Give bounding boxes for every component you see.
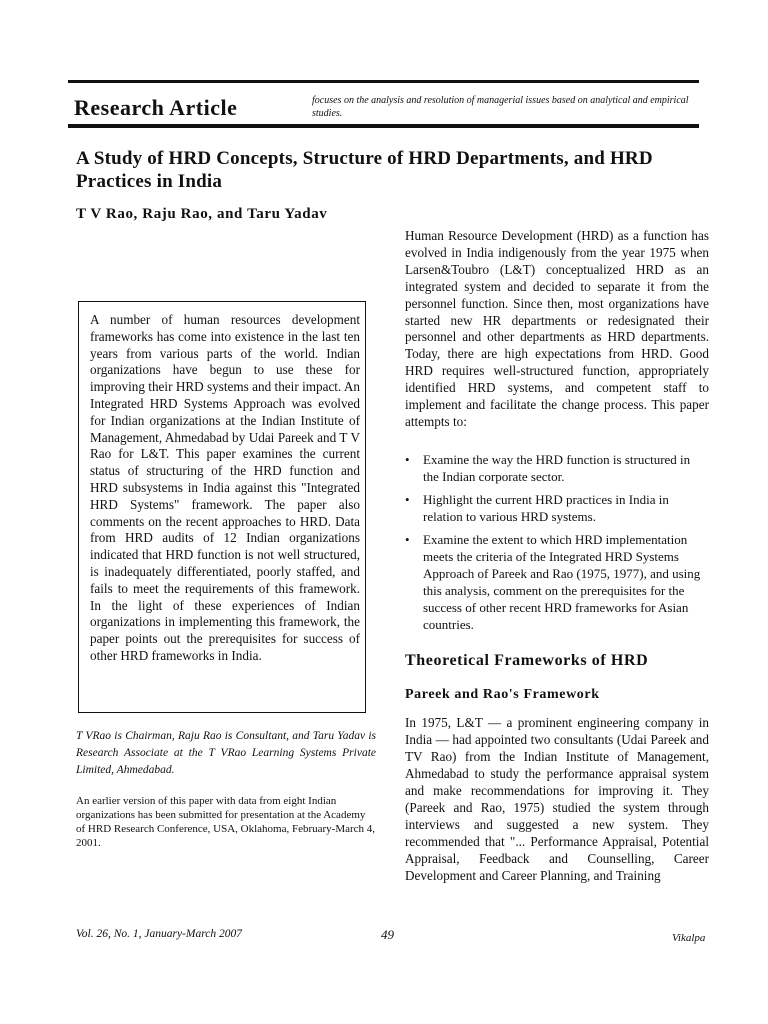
author-affiliation-note: T VRao is Chairman, Raju Rao is Consultant, and Taru Yadav is Research Associate at the T VRao Learning Systems Private Limited, Ahmedabad. (76, 730, 376, 776)
list-item (405, 451, 709, 485)
section-description: focuses on the analysis and resolution of managerial issues based on analytical and empirical studies. (312, 95, 689, 119)
abstract-text: A number of human resources development frameworks has come into existence in the last ten years from various parts of the world. Indian organizations have begun to use these for improving their HRD systems and their impact. An Integrated HRD Systems Approach was evolved for Indian organizations at the Indian Institute of Management, Ahmedabad by Udai Pareek and T V Rao for L&T. This paper examines the current status of structuring of the HRD function and HRD subsystems in India against this "Integrated HRD Systems" framework. The paper also comments on the recent approaches to HRD. Data from HRD audits of 12 Indian organizations indicated that HRD function is not well structured, is inadequately differentiated, poorly staffed, and fails to meet the requirements of this framework. In the light of these experiences of Indian organizations in implementing this framework, the paper points out the prerequisites for success of other HRD frameworks in India. (90, 312, 360, 663)
subsection-heading: Pareek and Rao's Framework (405, 687, 600, 702)
list-item-text: Examine the extent to which HRD implementation meets the criteria of the Integrated HRD Systems Approach of Pareek and Rao (1975, 1977), and using this analysis, comment on the prerequisites for the success of other recent HRD frameworks for Asian countries. (423, 532, 701, 632)
body-paragraph: In 1975, L&T — a prominent engineering company in India — had appointed two consultants (Udai Pareek and TV Rao) from the Indian Institute of Management, Ahmedabad to study the performance appraisal system and make recommendations for improving it. They (Pareek and Rao, 1975) studied the system through interviews and suggested a new system. They recommended that "... Performance Appraisal, Potential Appraisal, Feedback and Counselling, Career Development and Career Planning, and Training (405, 715, 709, 883)
earlier-version-note: An earlier version of this paper with data from eight Indian organizations has been submitted for presentation at the Academy of HRD Research Conference, USA, Oklahoma, February-March 4, 2001. (76, 795, 376, 849)
section-heading: Theoretical Frameworks of HRD (405, 652, 649, 669)
bullet-icon: • (405, 452, 410, 467)
intro-paragraph: Human Resource Development (HRD) as a function has evolved in India indigenously from the year 1975 when Larsen&Toubro (L&T) conceptualized HRD as an integrated system and decided to separate it from the personnel function. Since then, most organizations have started new HR departments or redesignated their personnel and other departments as HRD departments. Today, there are high expectations from HRD. Good HRD requires well-structured function, appropriately identified HRD systems, and competent staff to implement and facilitate the change process. This paper attempts to: (405, 228, 709, 429)
footer-volume: Vol. 26, No. 1, January-March 2007 (76, 928, 242, 940)
list-item-text: Highlight the current HRD practices in India in relation to various HRD systems. (423, 492, 669, 524)
header-top-rule (68, 80, 699, 83)
article-authors: T V Rao, Raju Rao, and Taru Yadav (76, 206, 328, 222)
article-title: A Study of HRD Concepts, Structure of HRD Departments, and HRD Practices in India (76, 148, 653, 192)
section-label: Research Article (74, 95, 238, 120)
bullet-icon: • (405, 532, 410, 547)
footer-journal-name: Vikalpa (672, 932, 706, 944)
objectives-list (405, 451, 709, 639)
list-item (405, 491, 709, 525)
header-bottom-rule (68, 124, 699, 128)
list-item (405, 531, 709, 633)
bullet-icon: • (405, 492, 410, 507)
list-item-text: Examine the way the HRD function is structured in the Indian corporate sector. (423, 452, 691, 484)
page-number: 49 (381, 927, 394, 942)
